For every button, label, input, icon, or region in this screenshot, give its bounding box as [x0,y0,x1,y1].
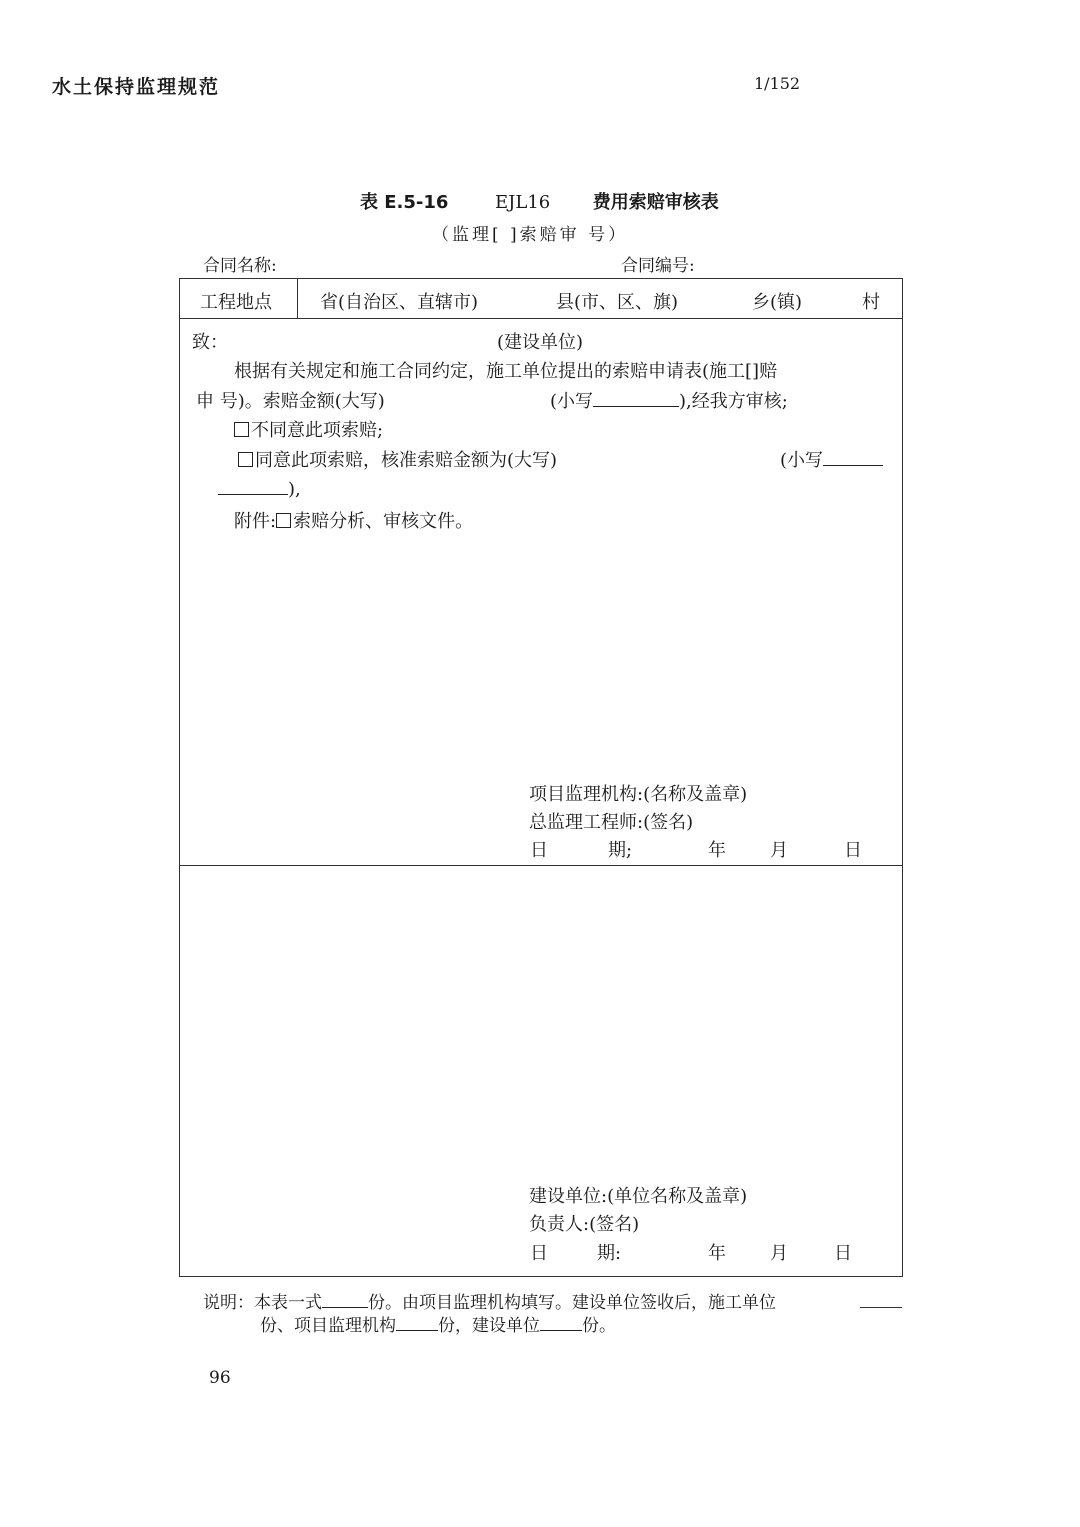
agree-small-blank-2[interactable] [218,476,288,495]
note-blank-supervisor[interactable] [396,1313,438,1331]
to-label: 致： [192,332,228,353]
note-line-2 [260,1311,616,1336]
option-agree-cont [218,476,301,500]
owner-person: 负责人:(签名) [529,1214,640,1235]
contract-number-label: 合同编号: [621,256,695,276]
date-month: 月 [770,840,788,861]
owner-date-label: 日 [530,1243,548,1264]
date-year: 年 [708,840,726,861]
note-blank-total[interactable] [322,1290,368,1308]
note-blank-contractor[interactable] [860,1307,902,1308]
owner-org: 建设单位:(单位名称及盖章) [529,1186,748,1207]
date-day: 日 [844,840,862,861]
note-part-3: 份、项目监理机构 [260,1316,396,1336]
divider-location-label [297,278,298,318]
location-township: 乡(镇) [752,292,803,313]
chief-engineer: 总监理工程师:(签名) [529,812,694,833]
to-organization: (建设单位) [497,332,584,353]
location-label: 工程地点 [200,292,272,313]
option-agree [238,446,557,472]
note-line-1 [203,1288,776,1313]
option-disagree-label: 不同意此项索赔; [251,420,384,441]
option-agree-small [780,446,883,472]
amount-small-label: (小写 [550,391,594,412]
paragraph-line-1: 根据有关规定和施工合同约定，施工单位提出的索赔申请表(施工[]赔 [234,361,778,382]
divider-location [179,318,903,319]
location-county: 县(市、区、旗) [556,292,679,313]
owner-date-year: 年 [708,1243,726,1264]
option-disagree [234,416,383,442]
form-title [360,188,719,214]
owner-date-suffix: 期: [597,1243,622,1264]
page-number: 96 [209,1368,231,1388]
supervisor-org: 项目监理机构:(名称及盖章) [529,784,748,805]
agree-end: ), [288,479,301,500]
date-label-suffix: 期; [608,840,633,861]
location-province: 省(自治区、直辖市) [320,292,479,313]
amount-small-blank[interactable] [593,388,679,407]
note-part-1: 说明：本表一式 [203,1293,322,1313]
paragraph-line-2 [550,387,788,413]
book-title: 水土保持监理规范 [52,76,221,98]
form-table-number: 表 E.5-16 [360,192,449,213]
checkbox-attachment[interactable] [276,513,291,528]
note-part-4: 份，建设单位 [438,1316,540,1336]
page-reference: 1/152 [754,74,801,93]
attachment-line [234,507,473,533]
form-subtitle: （监理[ ]索赔审 号） [432,225,629,245]
option-agree-label: 同意此项索赔，核准索赔金额为(大写) [255,450,558,471]
note-blank-owner[interactable] [540,1313,582,1331]
paragraph-line-2a: 申 号)。索赔金额(大写) [196,391,385,412]
checkbox-disagree[interactable] [234,422,249,437]
owner-date-day: 日 [834,1243,852,1264]
review-text: ),经我方审核; [679,391,788,412]
owner-date-month: 月 [770,1243,788,1264]
date-label: 日 [530,840,548,861]
note-part-5: 份。 [582,1316,616,1336]
note-part-2: 份。由项目监理机构填写。建设单位签收后，施工单位 [368,1293,776,1313]
attachment-item: 索赔分析、审核文件。 [293,511,474,532]
form-name: 费用索赔审核表 [592,192,719,213]
form-code: EJL16 [495,192,551,213]
checkbox-agree[interactable] [238,452,253,467]
agree-small-blank-1[interactable] [823,447,883,466]
location-village: 村 [862,292,880,313]
contract-name-label: 合同名称: [203,256,277,276]
attachment-label: 附件: [234,511,277,532]
divider-sections [179,865,903,866]
agree-small-label: (小写 [780,450,824,471]
